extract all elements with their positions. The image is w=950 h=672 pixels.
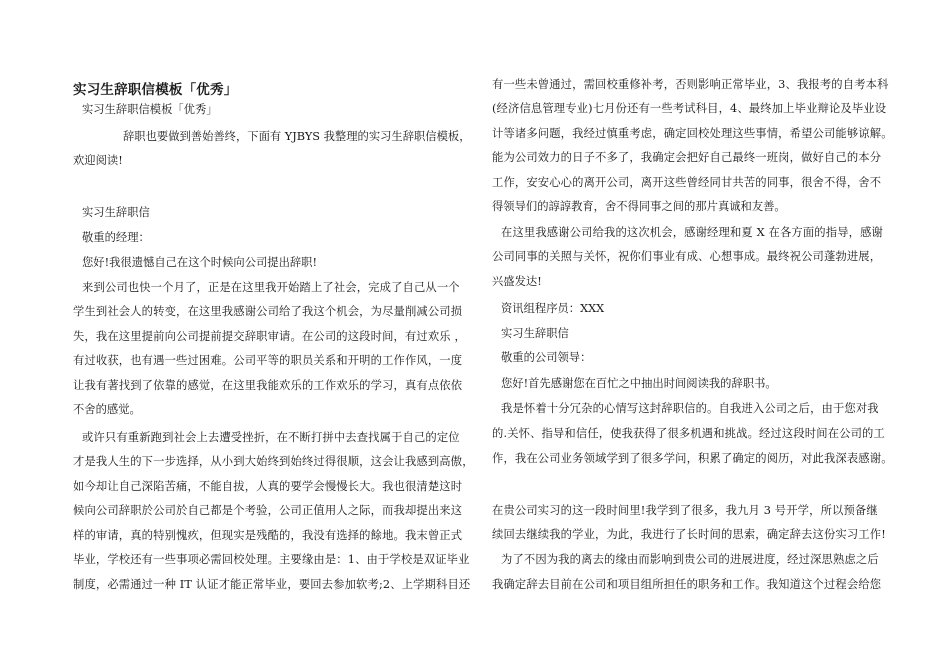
paragraph-line: 为了不因为我的离去的缘由而影响到贵公司的进展进度，经过深思熟虑之后 — [501, 553, 879, 566]
paragraph-line: 兴盛发达! — [492, 275, 542, 288]
paragraph-line: 有一些未曾通过，需回校重修补考，否则影响正常毕业，3、我报考的自考本科 — [492, 78, 889, 91]
paragraph-line: 如今却让自己深陷苦痛，不能自拔，人真的要学会慢慢长大。我也很清楚这时 — [73, 480, 463, 493]
paragraph-line: 制度，必需通过一种 IT 认证才能正常毕业，要回去参加软考;2、上学期科目还 — [73, 578, 471, 591]
paragraph-line: 我是怀着十分冗杂的心情写这封辞职信的。自我进入公司之后，由于您对我 — [501, 402, 879, 415]
paragraph-line: 工作，安安心心的离开公司，离开这些曾经同甘共苦的同事，很舍不得，舍不 — [492, 176, 882, 189]
paragraph-line: 毕业，学校还有一些事项必需回校处理。主要缘由是：1、由于学校是双证毕业 — [73, 553, 470, 566]
paragraph-line: 您好!首先感谢您在百忙之中抽出时间阅读我的辞职书。 — [501, 377, 777, 390]
paragraph-line: 我确定辞去目前在公司和项目组所担任的职务和工作。我知道这个过程会给您 — [492, 578, 882, 591]
intro-line: 辞职也要做到善始善终，下面有 YJBYS 我整理的实习生辞职信模板， — [123, 130, 471, 143]
signature-line: 资讯组程序员：XXX — [501, 302, 605, 315]
letter-heading: 实习生辞职信 — [82, 206, 150, 219]
paragraph-line: 才是我人生的下一步选择，从小到大始终到始终过得很顺，这会让我感到高傲， — [73, 455, 474, 468]
paragraph-line: 公司同事的关照与关怀，祝你们事业有成、心想事成。最终祝公司蓬勃进展， — [492, 250, 882, 263]
paragraph-line: 不舍的感觉。 — [73, 403, 141, 416]
paragraph-line: 续回去继续我的学业，为此，我进行了长时间的思索，确定辞去这份实习工作! — [492, 528, 886, 541]
paragraph-line: 或许只有重新跑到社会上去遭受挫折，在不断打拼中去查找属于自己的定位 — [82, 431, 460, 444]
paragraph-line: 得领导们的諄諄教育，舍不得同事之间的那片真诚和友善。 — [492, 200, 786, 213]
letter-heading: 实习生辞职信 — [501, 327, 569, 340]
salutation: 敬重的公司领导： — [501, 351, 592, 364]
paragraph-line: 作，我在公司业务领域学到了很多学问，积累了确定的阅历，对此我深表感谢。 — [492, 452, 893, 465]
paragraph-line: 样的审请，真的特别愧疚，但现实是残酷的，我没有选择的餘地。我末曾正式 — [73, 529, 463, 542]
document-title: 实习生辞职信模板「优秀」 — [73, 82, 238, 98]
paragraph-line: 有过收获，也有遇一些过困难。公司平等的职员关系和开明的工作作风，一度 — [73, 354, 463, 367]
paragraph-line: 在贵公司实习的这一段时间里!我学到了很多，我九月 3 号开学，所以预备继 — [492, 504, 878, 517]
salutation: 敬重的经理： — [82, 231, 150, 244]
paragraph-line: 您好!我很遗憾自己在这个时候向公司提出辞职! — [82, 256, 318, 269]
paragraph-line: 候向公司辞职於公司於自己都是个考验，公司正值用人之际，而我却提出来这 — [73, 504, 463, 517]
paragraph-line: 计等诸多问题，我经过慎重考虑，确定回校处理这些事情，希望公司能够谅解。 — [492, 127, 893, 140]
paragraph-line: 失，我在这里提前向公司提前提交辞职审请。在公司的这段时间，有过欢乐 ， — [73, 330, 466, 343]
intro-line: 欢迎阅读! — [73, 154, 123, 167]
paragraph-line: 让我有著找到了依靠的感觉，在这里我能欢乐的工作欢乐的学习，真有点依依 — [73, 379, 463, 392]
subtitle-line: 实习生辞职信模板「优秀」 — [82, 103, 218, 116]
paragraph-line: 来到公司也快一个月了，正是在这里我开始踏上了社会，完成了自己从一个 — [82, 281, 460, 294]
paragraph-line: 学生到社会人的转变，在这里我感谢公司给了我这个机会，为尽量削减公司损 — [73, 305, 463, 318]
paragraph-line: (经济信息管理专业)七月份还有一些考试科目，4、最终加上毕业辩论及毕业设 — [492, 102, 887, 115]
paragraph-line: 能为公司效力的日子不多了，我确定会把好自己最终一班岗，做好自己的本分 — [492, 151, 882, 164]
paragraph-line: 在这里我感谢公司给我的这次机会，感谢经理和夏 X 在各方面的指导，感谢 — [501, 226, 883, 239]
paragraph-line: 的.关怀、指导和信任，使我获得了很多机遇和挑战。经过这段时间在公司的工 — [492, 427, 885, 440]
